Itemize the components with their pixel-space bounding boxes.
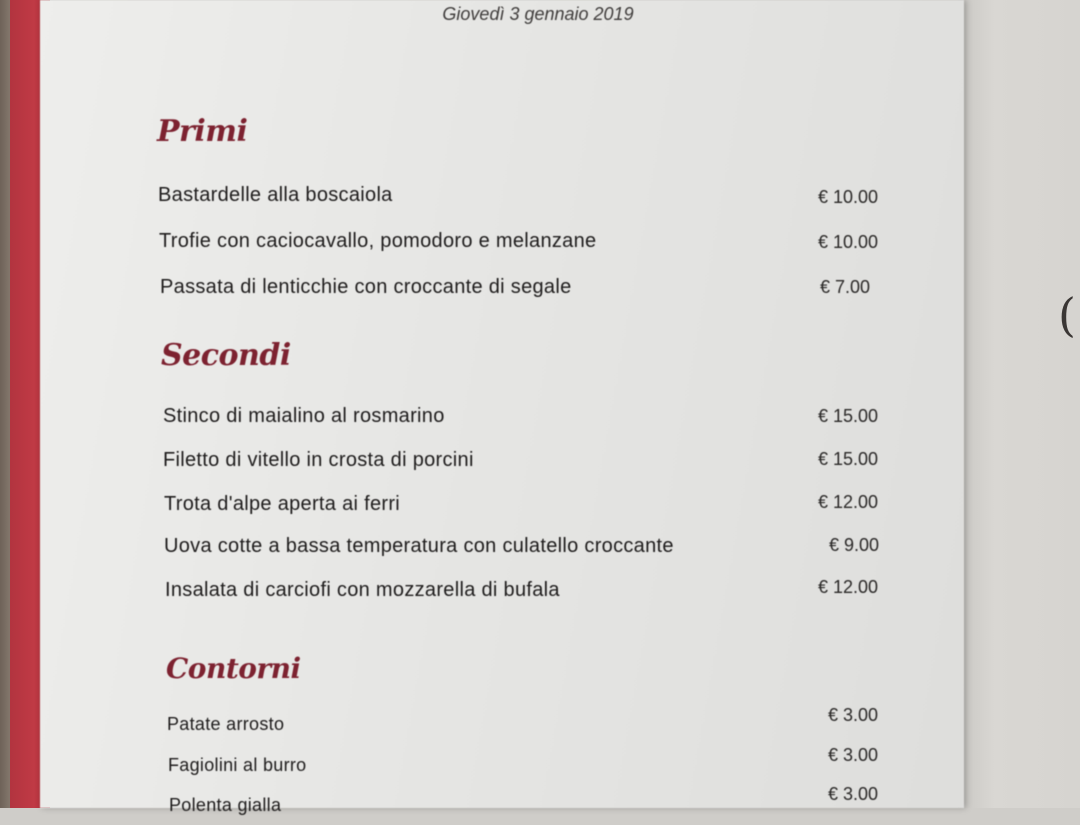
item-price: € 12.00 (818, 577, 879, 597)
item-price: € 15.00 (818, 406, 879, 426)
item-price: € 15.00 (818, 449, 879, 469)
item-name: Passata di lenticchie con croccante di segale (160, 276, 572, 298)
item-price: € 3.00 (828, 705, 879, 725)
adjacent-card (958, 0, 1080, 808)
menu-item (40, 535, 964, 565)
item-price: € 12.00 (818, 492, 879, 512)
menu-item (40, 784, 964, 825)
item-price: € 3.00 (828, 745, 879, 765)
item-price: € 10.00 (818, 187, 879, 207)
item-price: € 7.00 (820, 277, 871, 297)
item-name: Patate arrosto (167, 714, 285, 734)
item-name: Bastardelle alla boscaiola (158, 184, 393, 206)
menu-item (40, 493, 964, 523)
item-price: € 3.00 (828, 784, 879, 804)
item-name: Uova cotte a bassa temperatura con culatello croccante (164, 535, 674, 557)
item-name: Insalata di carciofi con mozzarella di bufala (165, 579, 560, 601)
item-name: Trofie con caciocavallo, pomodoro e melanzane (159, 230, 597, 252)
menu-item (40, 705, 964, 744)
menu-item (40, 230, 964, 260)
partial-glyph: ( (1058, 288, 1076, 342)
item-price: € 9.00 (829, 535, 880, 555)
menu-item (40, 276, 964, 306)
menu-item (40, 449, 964, 479)
menu-date: Giovedì 3 gennaio 2019 (442, 4, 634, 24)
menu-page (40, 0, 964, 815)
section-title-contorni: Contorni (166, 652, 301, 685)
menu-item (40, 184, 964, 214)
item-price: € 10.00 (818, 232, 879, 252)
section-title-secondi: Secondi (161, 338, 291, 373)
menu-item (40, 579, 964, 609)
item-name: Filetto di vitello in crosta di porcini (163, 449, 474, 471)
item-name: Trota d'alpe aperta ai ferri (164, 493, 401, 515)
item-name: Polenta gialla (169, 795, 282, 815)
menu-item (40, 405, 964, 435)
menu-item (40, 745, 964, 785)
section-title-primi: Primi (157, 114, 248, 149)
item-name: Stinco di maialino al rosmarino (163, 405, 445, 427)
item-name: Fagiolini al burro (168, 755, 307, 775)
